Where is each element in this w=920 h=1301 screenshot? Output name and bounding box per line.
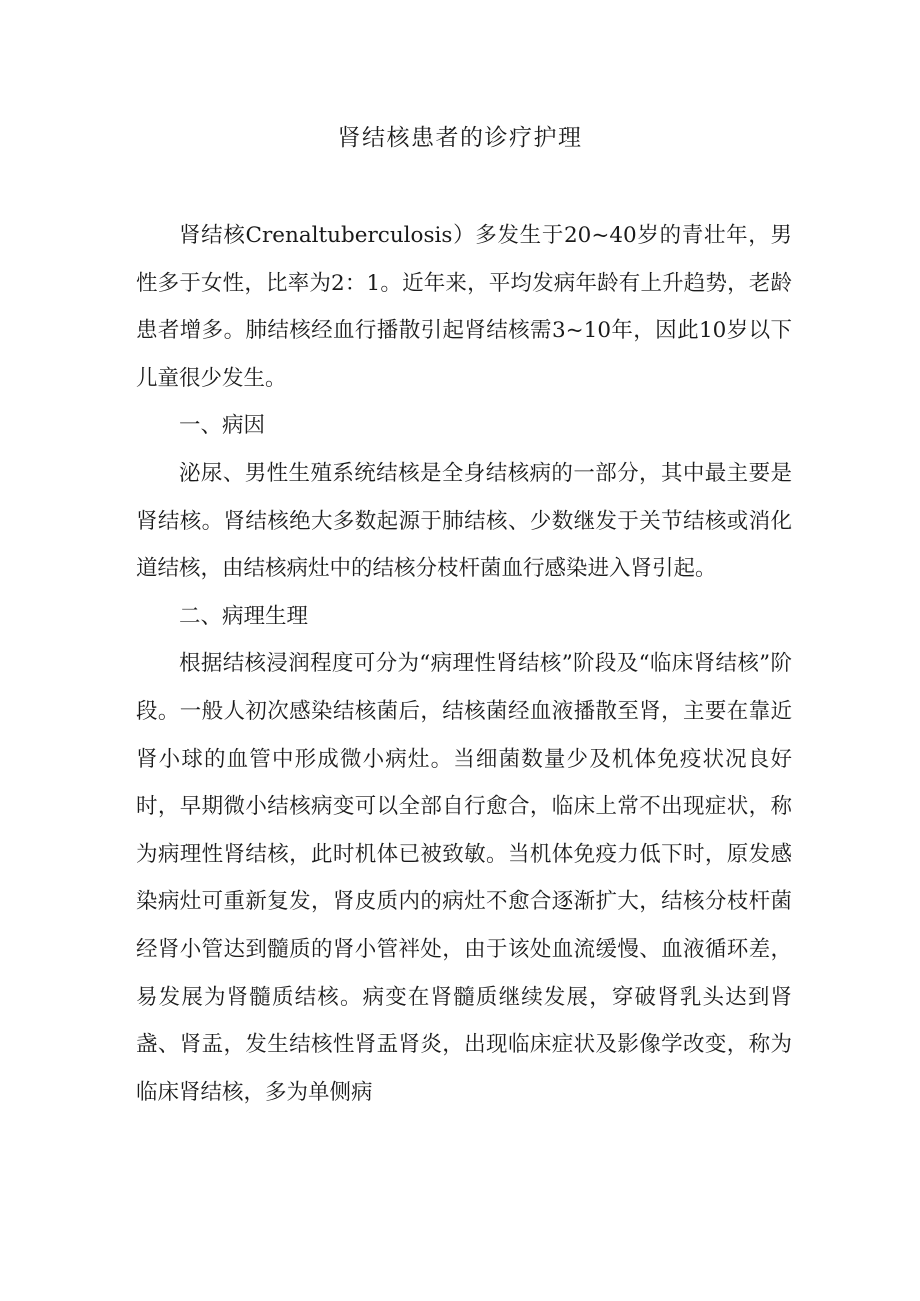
pathophysiology-paragraph: 根据结核浸润程度可分为“病理性肾结核”阶段及“临床肾结核”阶段。一般人初次感染结核菌后，结核菌经血液播散至肾，主要在靠近肾小球的血管中形成微小病灶。当细菌数量少及机体免疫状况良好时，早期微小结核病变可以全部自行愈合，临床上常不出现症状，称为病理性肾结核，此时机体已被致敏。当机体免疫力低下时，原发感染病灶可重新复发，肾皮质内的病灶不愈合逐渐扩大，结核分枝杆菌经肾小管达到髓质的肾小管袢处，由于该处血流缓慢、血液循环差，易发展为肾髓质结核。病变在肾髓质继续发展，穿破肾乳头达到肾盏、肾盂，发生结核性肾盂肾炎，出现临床症状及影像学改变，称为临床肾结核，多为单侧病 — [136, 651, 792, 1105]
document-title: 肾结核患者的诊疗护理 — [337, 125, 583, 151]
section-heading-etiology: 一、病因 — [179, 413, 266, 439]
document-body — [136, 212, 792, 1116]
etiology-paragraph: 泌尿、男性生殖系统结核是全身结核病的一部分，其中最主要是肾结核。肾结核绝大多数起源于肺结核、少数继发于关节结核或消化道结核，由结核病灶中的结核分枝杆菌血行感染进入肾引起。 — [136, 460, 792, 582]
section-heading-pathophysiology: 二、病理生理 — [179, 603, 309, 629]
intro-paragraph: 肾结核Crenaltuberculosis）多发生于20~40岁的青壮年，男性多于女性，比率为2：1。近年来，平均发病年龄有上升趋势，老龄患者增多。肺结核经血行播散引起肾结核需3~10年，因此10岁以下儿童很少发生。 — [136, 223, 792, 391]
